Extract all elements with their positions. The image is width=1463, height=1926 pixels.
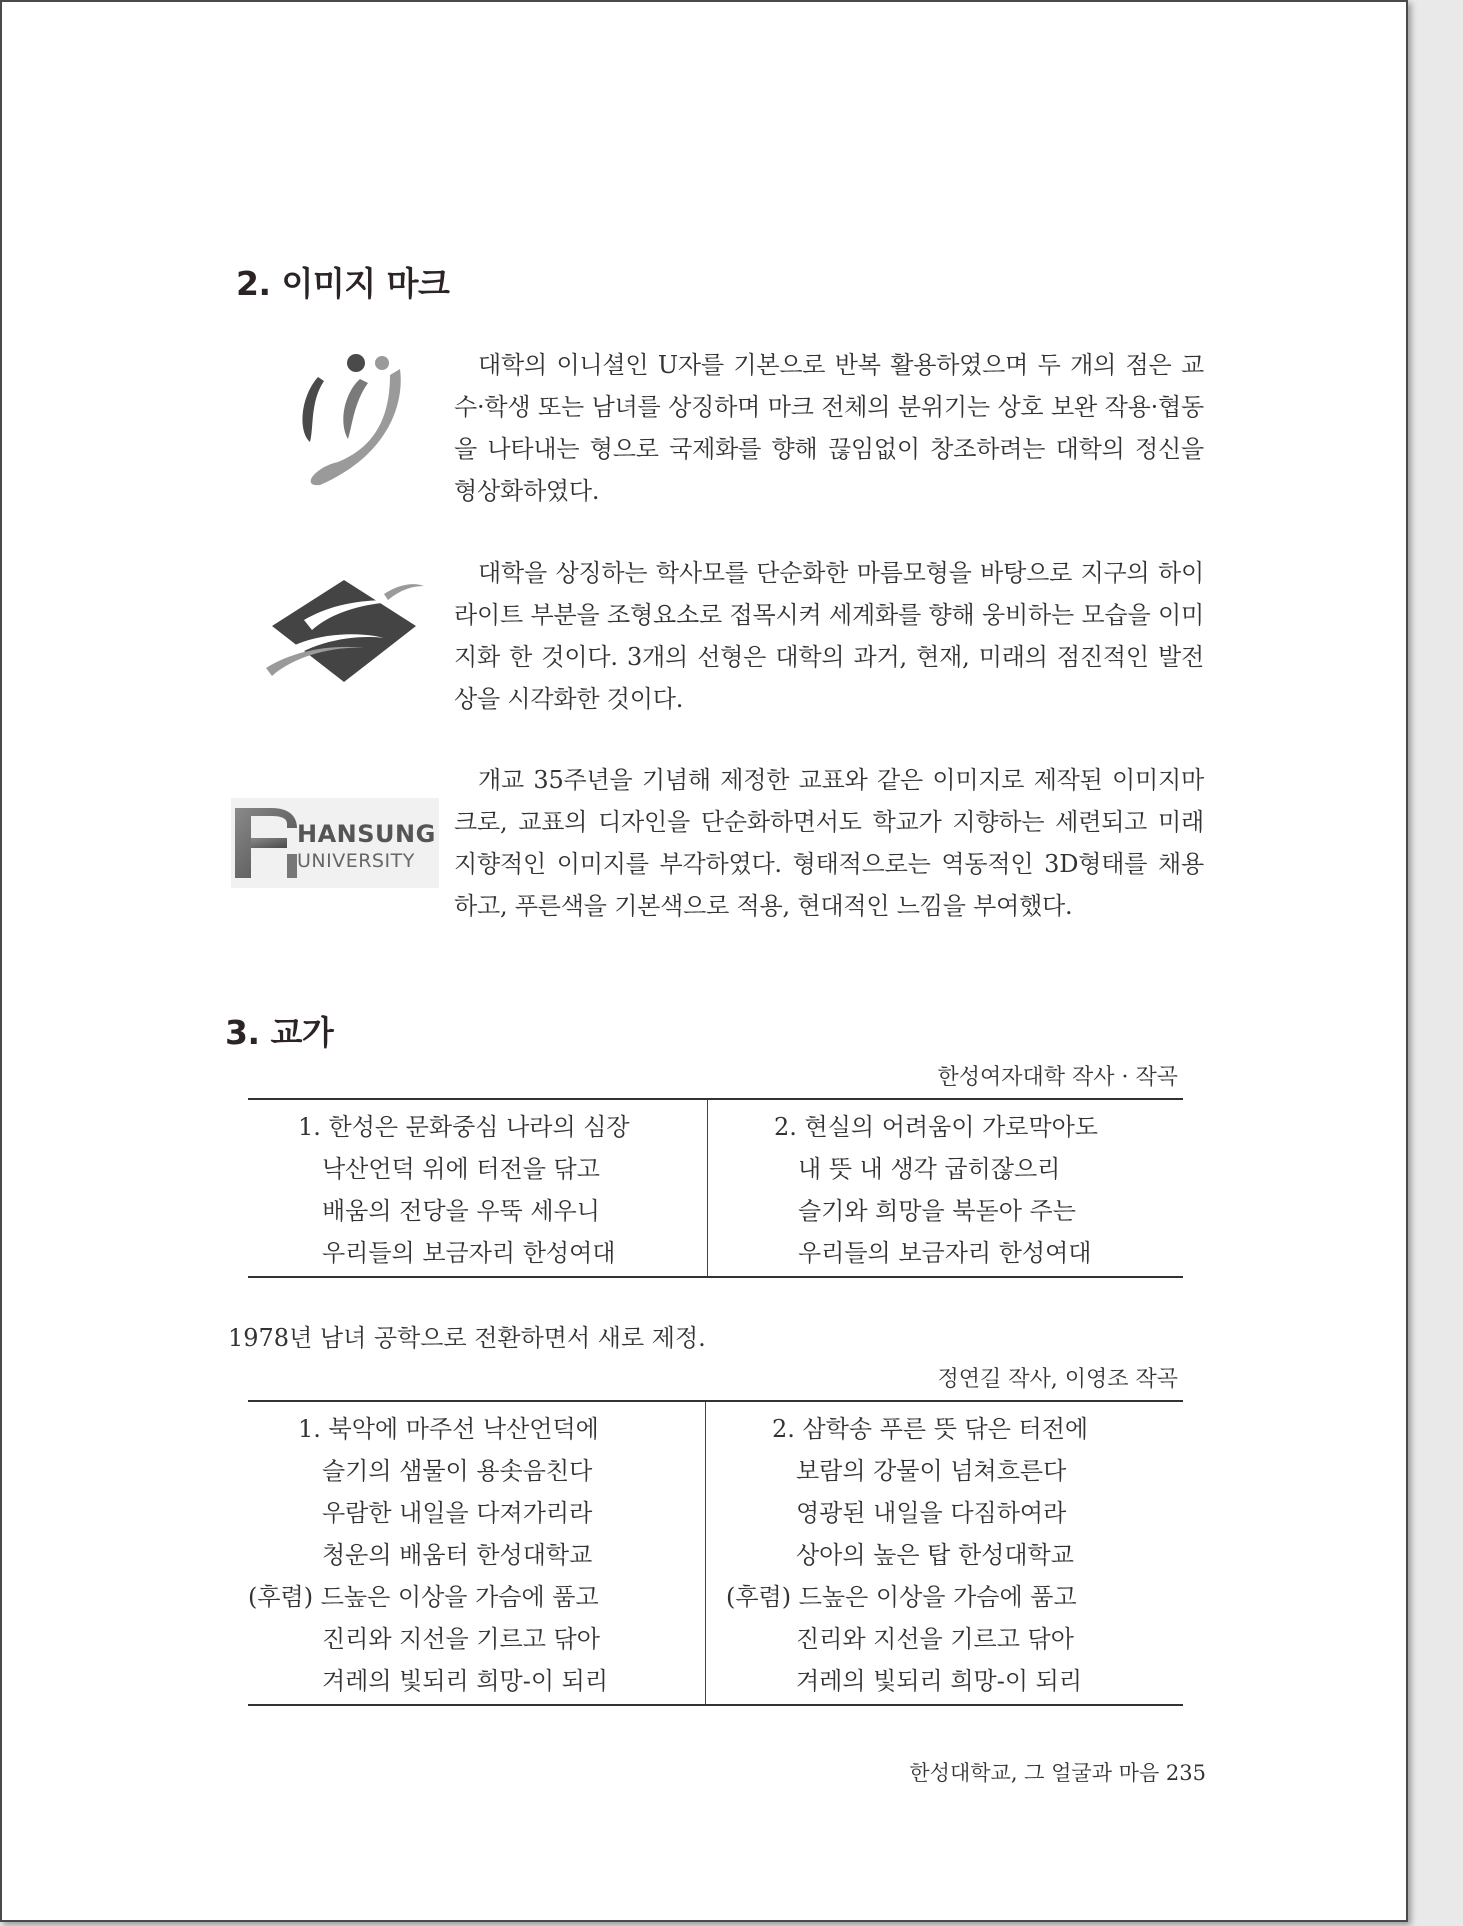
song2-verse-1 xyxy=(248,1402,705,1704)
lyric-line: 우리들의 보금자리 한성여대 xyxy=(798,1239,1092,1267)
lyric-line: 우람한 내일을 다져가리라 xyxy=(322,1499,593,1527)
lyric-line: 2. 현실의 어려움이 가로막아도 xyxy=(774,1113,1098,1141)
lyric-line: 1. 한성은 문화중심 나라의 심장 xyxy=(298,1113,630,1141)
song2-verse-2 xyxy=(705,1402,1183,1704)
lyric-line: 청운의 배움터 한성대학교 xyxy=(322,1541,593,1569)
section-2-heading: 2. 이미지 마크 xyxy=(236,264,450,303)
lyric-line: 영광된 내일을 다짐하여라 xyxy=(796,1499,1067,1527)
lyric-line: 겨레의 빛되리 희망-이 되리 xyxy=(796,1667,1083,1695)
image-mark-description-3: 개교 35주년을 기념해 제정한 교표와 같은 이미지로 제작된 이미지마크로, 교표의 디자인을 단순화하면서도 학교가 지향하는 세련되고 미래 지향적인 이미지를 부각하였다. 형태적으로는 역동적인 3D형태를 채용하고, 푸른색을 기본색으로 적용, 현대적인 느낌을 부여했다. xyxy=(454,766,1204,920)
u-figure-logo-icon xyxy=(290,347,420,487)
lyric-line: 우리들의 보금자리 한성여대 xyxy=(322,1239,616,1267)
song2-credit: 정연길 작사, 이영조 작곡 xyxy=(937,1367,1178,1392)
graduation-cap-logo-icon xyxy=(264,572,424,692)
section-3-heading: 3. 교가 xyxy=(225,1013,334,1052)
lyric-line: 겨레의 빛되리 희망-이 되리 xyxy=(322,1667,609,1695)
song1-lyrics-table xyxy=(248,1098,1183,1278)
lyric-line: (후렴) 드높은 이상을 가슴에 품고 xyxy=(726,1583,1077,1611)
logo-hansung-text: HANSUNG xyxy=(297,820,436,848)
lyric-line: 슬기와 희망을 북돋아 주는 xyxy=(798,1197,1076,1225)
lyric-line: 2. 삼학송 푸른 뜻 닦은 터전에 xyxy=(772,1415,1089,1443)
lyric-line: (후렴) 드높은 이상을 가슴에 품고 xyxy=(248,1583,599,1611)
lyric-line: 보람의 강물이 넘쳐흐른다 xyxy=(796,1457,1067,1485)
song2-lyrics-table xyxy=(248,1400,1183,1706)
lyric-line: 상아의 높은 탑 한성대학교 xyxy=(796,1541,1074,1569)
image-mark-description-2: 대학을 상징하는 학사모를 단순화한 마름모형을 바탕으로 지구의 하이라이트 부분을 조형요소로 접목시켜 세계화를 향해 웅비하는 모습을 이미지화 한 것이다. 3개의 선형은 대학의 과거, 현재, 미래의 점진적인 발전상을 시각화한 것이다. xyxy=(454,559,1204,713)
lyric-line: 1. 북악에 마주선 낙산언덕에 xyxy=(298,1415,599,1443)
lyric-line: 진리와 지선을 기르고 닦아 xyxy=(322,1625,600,1653)
lyric-line: 내 뜻 내 생각 굽히잖으리 xyxy=(798,1155,1061,1183)
song1-verse-1 xyxy=(248,1100,707,1276)
logo-university-text: UNIVERSITY xyxy=(297,850,415,872)
song-change-note: 1978년 남녀 공학으로 전환하면서 새로 제정. xyxy=(228,1324,706,1352)
song1-verse-2 xyxy=(707,1100,1183,1276)
lyric-line: 낙산언덕 위에 터전을 닦고 xyxy=(322,1155,600,1183)
hansung-university-logo-icon xyxy=(231,798,439,888)
lyric-line: 진리와 지선을 기르고 닦아 xyxy=(796,1625,1074,1653)
image-mark-description-1: 대학의 이니셜인 U자를 기본으로 반복 활용하였으며 두 개의 점은 교수·학생 또는 남녀를 상징하며 마크 전체의 분위기는 상호 보완 작용·협동을 나타내는 형으로 국제화를 향해 끊임없이 창조하려는 대학의 정신을 형상화하였다. xyxy=(454,351,1204,505)
lyric-line: 슬기의 샘물이 용솟음친다 xyxy=(322,1457,593,1485)
page-footer: 한성대학교, 그 얼굴과 마음 235 xyxy=(909,1761,1206,1785)
song1-credit: 한성여자대학 작사 · 작곡 xyxy=(937,1065,1178,1090)
lyric-line: 배움의 전당을 우뚝 세우니 xyxy=(322,1197,600,1225)
